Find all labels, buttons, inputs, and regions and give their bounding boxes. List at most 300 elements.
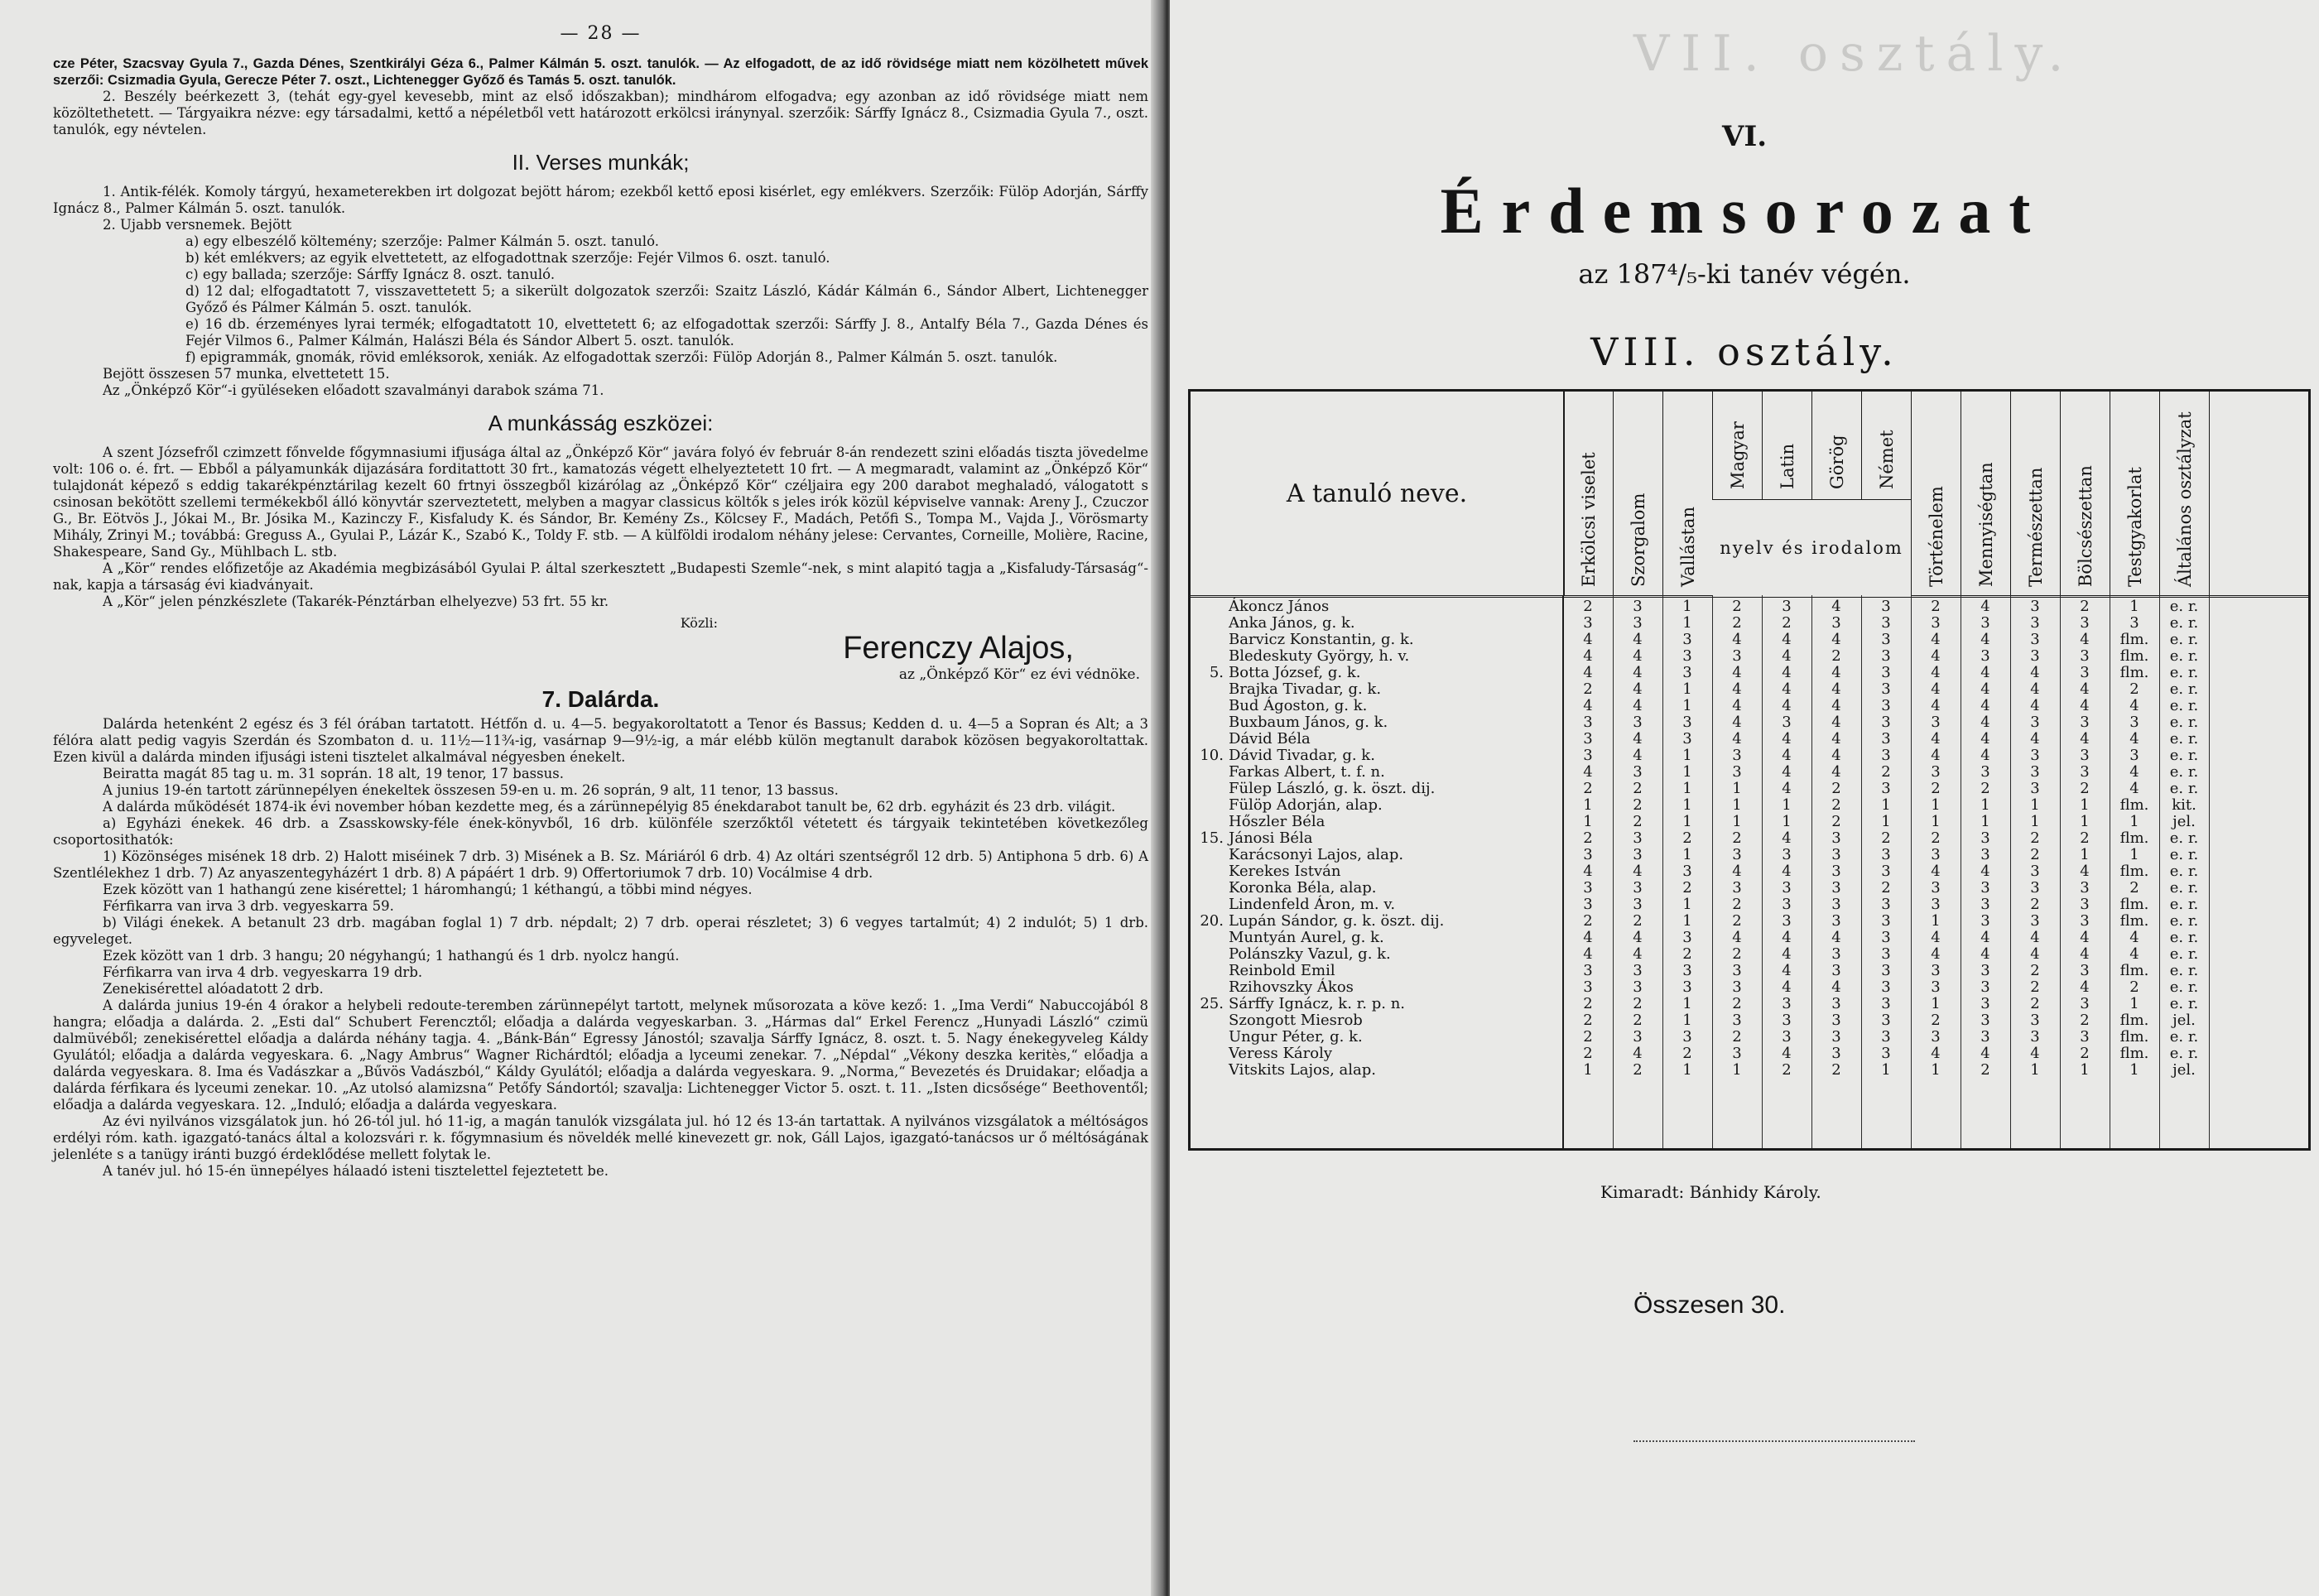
grade-cell: 2 [1732,614,1742,632]
grade-cell: 4 [1583,763,1593,781]
student-name-text: Muntyán Aurel, g. k. [1229,929,1384,946]
paragraph: A dalárda junius 19-én 4 órakor a helybeli redoute-teremben zárünnepélyt tartott, melynek műsorozata a köve kező: 1. „Ima Verdi“ Nabuccojából 8 hangra; előadja a dalárda. 2. „Esti dal“ Schubert Ferencztől; előadja a dalárda vegyeskarban. 3. „Hármas dal“ Erkel Ferencz „Hunyadi László“ czimü dalmüvéből; zenekisérettel előadja a dalárda néhány tagja. 4. „Bánk-Bán“ Egressy Jánostól; szavalja Sárffy Ignácz, 8. oszt. t. 5. Nagy énekegyveleg Káldy Gyulától; előadja a dalárda vegyeskara. 6. „Nagy Ambrus“ Wagner Richárdtól; előadja a lyceumi zenekar. 7. „Népdal“ „Vékony deszka keritès,“ előadja a dalárda vegyeskara. 8. Ima és Vadászkar a „Bűvös Vadászból,“ Káldy Gyulától; előadja a dalárda vegyeskara. 9. „Norma,“ Bevezetés és Druidakar; előadja a dalárda férfikara és lyceumi zenekar. 10. „Az utolsó alamizsna“ Petőfy Sándortól; szavalja: Lichtenegger Victor 5. oszt. t. 11. „Isten dicsősége“ Beethoventől; előadja a dalárda vegyeskara. 12. „Induló; előadja a dalárda vegyeskara. [53,997,1148,1113]
grade-cell: 3 [1980,879,1990,897]
grade-cell: 1 [1881,1061,1891,1079]
grade-cell: 1 [2080,796,2090,814]
grade-cell: 1 [2129,813,2139,830]
grade-cell: 4 [1980,714,1990,731]
grade-cell: flm. [2119,912,2149,930]
grade-cell: 1 [1682,846,1692,863]
grade-cell: 4 [1831,747,1841,764]
grade-cell: 4 [1732,730,1742,748]
column-header-label: Latin [1778,443,1797,489]
column-header-label: Erkölcsi viselet [1579,452,1599,587]
grade-cell: 3 [2080,995,2090,1012]
table-row [1191,996,2308,1012]
grade-cell: 2 [1831,780,1841,797]
grade-cell: 3 [1831,995,1841,1012]
grade-cell: kit. [2172,796,2196,814]
row-number: 10. [1200,747,1224,764]
page-number: — 28 — [560,23,642,44]
table-row [1191,847,2308,863]
name-column-header: A tanuló neve. [1191,392,1565,595]
grade-cell: 3 [1633,962,1643,979]
table-row [1191,748,2308,764]
grade-cell: 4 [1831,631,1841,648]
grade-cell: 2 [1980,780,1990,797]
grade-cell: e. r. [2169,780,2199,797]
grade-cell: 4 [1782,647,1792,665]
grade-cell: flm. [2119,863,2149,880]
paragraph: Férfikarra van irva 4 drb. vegyeskarra 19 drb. [103,964,423,980]
grade-cell: 3 [1831,1045,1841,1062]
grade-cell: 3 [1881,730,1891,748]
student-name-text: Botta József, g. k. [1229,664,1361,681]
grade-cell: 3 [1633,763,1643,781]
table-row [1191,731,2308,748]
grade-cell: 2 [1682,879,1692,897]
paragraph: c) egy ballada; szerzője: Sárffy Ignácz 8. oszt. tanuló. [185,267,556,282]
grade-cell: 3 [1633,978,1643,996]
dotted-rule [1633,1440,1915,1442]
section-heading-verses: II. Verses munkák; [512,150,690,175]
grade-cell: 4 [2129,730,2139,748]
student-name-text: Hőszler Béla [1229,813,1325,830]
table-row [1191,615,2308,632]
grade-cell: e. r. [2169,829,2199,847]
grade-cell: 3 [1931,879,1941,897]
grade-cell: 1 [1583,813,1593,830]
grade-cell: 1 [1682,747,1692,764]
grade-cell: 3 [2030,714,2040,731]
grade-cell: e. r. [2169,647,2199,665]
grade-cell: flm. [2119,962,2149,979]
grade-cell: 3 [2030,879,2040,897]
grade-cell: jel. [2172,1061,2196,1079]
grade-cell: e. r. [2169,714,2199,731]
table-row [1191,1012,2308,1029]
paragraph: A tanév jul. hó 15-én ünnepélyes hálaadó isteni tisztelettel fejeztetett be. [103,1163,609,1179]
grade-cell: 4 [1831,697,1841,714]
grade-cell: 3 [1881,896,1891,913]
column-rule [1662,595,1663,1148]
grade-cell: 1 [1682,780,1692,797]
grade-cell: 4 [1931,730,1941,748]
grade-cell: 3 [1732,763,1742,781]
student-name-text: Jánosi Béla [1229,829,1313,847]
grade-cell: 4 [1980,631,1990,648]
grade-cell: 3 [1980,912,1990,930]
grade-cell: 3 [1831,896,1841,913]
grade-cell: 2 [2080,780,2090,797]
table-row [1191,979,2308,996]
column-header [2060,392,2110,595]
student-name-text: Fülöp Adorján, alap. [1229,796,1383,814]
grade-cell: 4 [1931,631,1941,648]
column-rule [2060,595,2061,1148]
grade-cell: 4 [1931,647,1941,665]
grade-cell: 3 [1980,962,1990,979]
grade-cell: 3 [2080,614,2090,632]
grade-cell: 3 [1682,664,1692,681]
grade-cell: 3 [1682,962,1692,979]
grade-cell: 3 [1682,929,1692,946]
paragraph: Beiratta magát 85 tag u. m. 31 soprán. 18 alt, 19 tenor, 17 bassus. [103,766,564,781]
grade-cell: 3 [1682,714,1692,731]
grade-table [1188,389,2311,1151]
grade-cell: 2 [1583,1012,1593,1029]
grade-cell: 4 [1782,664,1792,681]
grade-cell: 1 [1980,813,1990,830]
bleed-through-header: VII. osztály. [1633,25,2076,83]
grade-cell: 3 [1881,945,1891,963]
grade-cell: 3 [1980,846,1990,863]
student-name-text: Sárffy Ignácz, k. r. p. n. [1229,995,1406,1012]
column-header [2110,392,2160,595]
grade-cell: 4 [1782,680,1792,698]
grade-cell: 1 [1583,796,1593,814]
student-name-text: Ákoncz János [1229,598,1330,615]
grade-cell: 2 [1682,1045,1692,1062]
grade-cell: 3 [1583,879,1593,897]
grade-cell: 3 [1682,730,1692,748]
prose-top [53,55,1148,138]
grade-cell: 1 [1682,813,1692,830]
grade-cell: 3 [1782,1028,1792,1046]
column-header-label: Bölcsészettan [2076,465,2095,587]
grade-cell: 3 [1583,614,1593,632]
grade-cell: 2 [2080,1045,2090,1062]
grade-cell: 3 [1980,995,1990,1012]
grade-cell: 3 [1732,846,1742,863]
grade-cell: 4 [2030,697,2040,714]
grade-cell: 2 [1732,995,1742,1012]
student-name-text: Lupán Sándor, g. k. öszt. dij. [1229,912,1445,930]
grade-cell: 3 [1931,763,1941,781]
table-row [1191,764,2308,781]
grade-cell: 3 [1831,614,1841,632]
grade-cell: 2 [1682,945,1692,963]
column-rule [1811,595,1812,1148]
grade-cell: 4 [1980,945,1990,963]
grade-cell: 4 [2030,945,2040,963]
grade-cell: 1 [2030,813,2040,830]
paragraph: Az évi nyilvános vizsgálatok jun. hó 26-tól jul. hó 11-ig, a magán tanulók vizsgálata jul. hó 12 és 13-án tartattak. A nyilvános vizsgálatok a méltóságos erdélyi róm. kath. igazgató-tanács által a kolozsvári r. k. főgymnasium és növeldék mellé kinevezett gr. nok, Gáll Lajos, igazgató-tanácsos ur ő méltóságának jelenléte s a tanügy iránti buzgó érdeklődése mellett folytak le. [53,1113,1148,1162]
column-rule [2010,595,2011,1148]
grade-cell: e. r. [2169,697,2199,714]
grade-cell: 3 [2030,631,2040,648]
grade-cell: 2 [1583,1045,1593,1062]
grade-cell: 3 [2030,863,2040,880]
grade-cell: e. r. [2169,598,2199,615]
column-header-label: Magyar [1728,421,1748,489]
grade-cell: e. r. [2169,664,2199,681]
grade-cell: 3 [1881,912,1891,930]
paragraph: Zenekisérettel alóadatott 2 drb. [103,981,324,997]
grade-cell: e. r. [2169,929,2199,946]
grade-cell: 1 [1732,1061,1742,1079]
section-heading-tools: A munkásság eszközei: [488,411,714,435]
grade-cell: 4 [1931,747,1941,764]
grade-cell: 3 [1881,680,1891,698]
grade-cell: 3 [1881,598,1891,615]
column-header-label: Mennyiségtan [1976,462,1996,587]
grade-cell: 4 [1782,863,1792,880]
grade-cell: 3 [2030,598,2040,615]
grade-cell: 4 [2030,664,2040,681]
grade-cell: 3 [1682,863,1692,880]
grade-cell: 4 [1583,647,1593,665]
grade-cell: 2 [1583,780,1593,797]
column-header-label: Természettan [2026,467,2046,587]
grade-cell: 4 [1931,697,1941,714]
grade-cell: 3 [1782,846,1792,863]
grade-cell: 4 [1782,1045,1792,1062]
grade-cell: 2 [1633,995,1643,1012]
grade-cell: 3 [1831,829,1841,847]
grade-cell: 4 [1980,598,1990,615]
grade-cell: 2 [1980,1061,1990,1079]
grade-cell: 4 [1931,863,1941,880]
grade-cell: 4 [1782,978,1792,996]
grade-cell: 1 [1931,1061,1941,1079]
grade-cell: 3 [1931,896,1941,913]
student-name-text: Barvicz Konstantin, g. k. [1229,631,1414,648]
row-number: 20. [1200,912,1224,930]
grade-cell: 4 [1732,929,1742,946]
student-name-text: Polánszky Vazul, g. k. [1229,945,1391,963]
grade-cell: 3 [2080,896,2090,913]
grade-cell: 3 [1980,896,1990,913]
grade-cell: 4 [2129,697,2139,714]
grade-cell: 4 [1831,664,1841,681]
grade-cell: 3 [1782,714,1792,731]
grade-cell: 2 [1583,1028,1593,1046]
grade-cell: 3 [2080,763,2090,781]
column-rule [1712,595,1713,1148]
grade-cell: e. r. [2169,945,2199,963]
grade-cell: 1 [1881,796,1891,814]
grade-cell: 4 [1782,697,1792,714]
grade-cell: 3 [1931,714,1941,731]
grade-cell: 3 [1682,647,1692,665]
grade-cell: 3 [2030,647,2040,665]
grade-cell: e. r. [2169,912,2199,930]
grade-cell: 3 [1633,846,1643,863]
grade-cell: 3 [1831,962,1841,979]
grade-cell: 3 [1831,1028,1841,1046]
grade-cell: 3 [1931,614,1941,632]
grade-cell: 2 [1732,829,1742,847]
grade-cell: 3 [1633,714,1643,731]
student-name-text: Kerekes István [1229,863,1341,880]
grade-cell: e. r. [2169,747,2199,764]
grade-cell: 3 [1980,829,1990,847]
paragraph: 1) Közönséges misének 18 drb. 2) Halott miséinek 7 drb. 3) Misének a B. Sz. Máriáról 6 drb. 4) Az oltári szentségről 12 drb. 5) Antiphona 5 drb. 6) A Szentlélekhez 1 drb. 7) Az anyaszentegyházért 1 drb. 8) A pápáért 1 drb. 9) Offertoriumok 7 drb. 10) Vocálmise 4 drb. [53,848,1148,881]
grade-cell: 2 [1633,796,1643,814]
column-header [2010,392,2061,595]
grade-cell: 2 [1881,763,1891,781]
grade-cell: 2 [1931,1012,1941,1029]
grade-cell: 3 [1881,978,1891,996]
column-rule [1762,595,1763,1148]
grade-cell: 4 [1633,929,1643,946]
grade-cell: 3 [1732,978,1742,996]
grade-cell: 4 [1583,929,1593,946]
grade-cell: 4 [1732,664,1742,681]
student-name-text: Fülep László, g. k. öszt. dij. [1229,780,1436,797]
column-rule [2159,595,2160,1148]
paragraph: a) egy elbeszélő költemény; szerzője: Palmer Kálmán 5. oszt. tanuló. [185,233,659,249]
grade-cell: flm. [2119,896,2149,913]
grade-cell: 3 [1633,598,1643,615]
paragraph: f) epigrammák, gnomák, rövid emléksorok, xeniák. Az elfogadottak szerzői: Fülöp Adorján 8., Palmer Kálmán 5. oszt. tanulók. [185,349,1058,365]
student-name-text: Farkas Albert, t. f. n. [1229,763,1385,781]
right-page [1170,0,2319,1596]
grade-cell: flm. [2119,1045,2149,1062]
grade-cell: 4 [1583,945,1593,963]
grade-cell: 2 [1931,598,1941,615]
grade-cell: 2 [2129,879,2139,897]
grade-cell: 3 [1831,863,1841,880]
grade-cell: 2 [1583,995,1593,1012]
grade-cell: 3 [1583,846,1593,863]
grade-cell: 2 [2080,829,2090,847]
table-row [1191,632,2308,648]
grade-cell: 1 [1931,813,1941,830]
grade-cell: e. r. [2169,614,2199,632]
grade-cell: 3 [1782,896,1792,913]
grade-cell: 3 [1980,647,1990,665]
grade-cell: 2 [2030,846,2040,863]
grade-cell: 4 [1782,747,1792,764]
grade-cell: 4 [1980,863,1990,880]
grade-cell: e. r. [2169,1028,2199,1046]
grade-cell: 3 [1732,879,1742,897]
grade-cell: 4 [1980,1045,1990,1062]
grade-cell: 3 [1881,631,1891,648]
grade-cell: 4 [1782,829,1792,847]
student-name-text: Rzihovszky Ákos [1229,978,1354,996]
grade-cell: 2 [1583,598,1593,615]
paragraph: Az „Önképző Kör“-i gyüléseken előadott szavalmányi darabok száma 71. [103,382,604,398]
grade-cell: 1 [2030,1061,2040,1079]
table-row [1191,963,2308,979]
grade-cell: 4 [1931,664,1941,681]
grade-cell: 4 [1633,945,1643,963]
grade-cell: 2 [1633,1061,1643,1079]
grade-cell: 3 [1831,879,1841,897]
grade-cell: 3 [1881,1012,1891,1029]
grade-cell: 2 [1732,912,1742,930]
column-header-label: Német [1877,430,1897,489]
grade-cell: 4 [1732,631,1742,648]
column-rule [1861,595,1862,1148]
paragraph: 2. Beszély beérkezett 3, (tehát egy-gyel kevesebb, mint az első időszakban); mindhárom elfogadva; egy azonban az idő rövidsége miatt nem közöltethetett. — Tárgyaikra nézve: egy társadalmi, kettő a népéletből vett határozott erkölcsi iránynyal. szerzőik: Sárffy Ignácz 8., Csizmadia Gyula 7., oszt. tanulók, egy névtelen. [53,89,1148,137]
grade-cell: 4 [1633,747,1643,764]
row-number: 25. [1200,995,1224,1012]
grade-cell: 3 [1881,664,1891,681]
verses-block [53,184,1148,399]
grade-cell: 3 [1782,1012,1792,1029]
grade-cell: 4 [1980,929,1990,946]
grade-cell: e. r. [2169,863,2199,880]
grade-cell: 4 [2129,780,2139,797]
grade-cell: e. r. [2169,846,2199,863]
grade-cell: 3 [1732,647,1742,665]
section-heading-choir: 7. Dalárda. [541,686,660,712]
grade-cell: 1 [1931,796,1941,814]
choir-block [53,716,1148,1180]
paragraph: cze Péter, Szacsvay Gyula 7., Gazda Dénes, Szentkirályi Géza 6., Palmer Kálmán 5. oszt. tanulók. — Az elfogadott, de az idő rövidsége miatt nem közölhetett művek szerzői: Csizmadia Gyula, Gerecze Péter 7. oszt., Lichtenegger Győző és Tamás 5. oszt. tanulók. [53,56,1148,88]
column-rule [1562,595,1564,1148]
grade-cell: 4 [1831,978,1841,996]
grade-cell: 2 [2129,978,2139,996]
grade-cell: 3 [2129,614,2139,632]
grade-cell: 2 [1782,614,1792,632]
paragraph: 2. Ujabb versnemek. Bejött [103,217,292,233]
grade-cell: 3 [1881,1045,1891,1062]
grade-cell: 1 [1732,813,1742,830]
grade-cell: 1 [1682,697,1692,714]
paragraph: A „Kör“ rendes előfizetője az Akadémia megbizásából Gyulai P. által szerkesztett „Budapesti Szemle“-nek, s mint alapitó tagja a „Kisfaludy-Társaság“-nak, kapja a társaság évi kiadványait. [53,560,1148,593]
grade-cell: 1 [2080,846,2090,863]
grade-cell: 3 [1682,631,1692,648]
grade-cell: 1 [1682,1061,1692,1079]
grade-cell: 4 [1831,714,1841,731]
grade-cell: 2 [1881,879,1891,897]
grade-cell: e. r. [2169,631,2199,648]
grade-cell: 4 [1980,664,1990,681]
grade-cell: 2 [1732,896,1742,913]
language-group-label: nyelv és irodalom [1712,499,1911,596]
grade-cell: 4 [2129,763,2139,781]
paragraph: Férfikarra van irva 3 drb. vegyeskarra 59. [103,898,394,914]
grade-cell: 3 [1782,598,1792,615]
grade-cell: 4 [1782,730,1792,748]
column-header-label: Történelem [1927,486,1946,587]
grade-cell: 3 [1583,714,1593,731]
grade-cell: e. r. [2169,962,2199,979]
paragraph: a) Egyházi énekek. 46 drb. a Zsasskowsky-féle ének-könyvből, 16 drb. különféle szerzőktől vétetett és tárgyaik tekintetében következőleg csoportosithatók: [53,815,1148,848]
table-row [1191,830,2308,847]
grade-cell: 3 [1980,978,1990,996]
grade-cell: 1 [1682,614,1692,632]
grade-cell: 3 [1782,879,1792,897]
grade-cell: 3 [1583,962,1593,979]
grade-cell: 2 [1633,813,1643,830]
grade-cell: 1 [1732,796,1742,814]
paragraph: A junius 19-én tartott zárünnepélyen énekeltek összesen 59-en u. m. 26 soprán, 9 alt, 11 tenor, 13 bassus. [103,782,839,798]
table-body [1191,598,2308,1079]
grade-cell: 3 [1980,1028,1990,1046]
grade-cell: 1 [2080,813,2090,830]
grade-cell: 2 [2030,962,2040,979]
student-name-text: Bud Ágoston, g. k. [1229,697,1368,714]
row-number: 5. [1209,664,1224,681]
signature-name: Ferenczy Alajos, [843,631,1074,666]
section-number: VI. [1721,120,1768,153]
grade-cell: 3 [1732,747,1742,764]
student-name-text: Vitskits Lajos, alap. [1229,1061,1377,1079]
grade-cell: 4 [2080,978,2090,996]
paragraph: Bejött összesen 57 munka, elvettetett 15. [103,366,390,382]
column-header [1911,392,1961,595]
column-rule [1613,595,1614,1148]
grade-cell: 4 [2030,929,2040,946]
grade-cell: 1 [1682,680,1692,698]
grade-cell: 4 [1980,730,1990,748]
